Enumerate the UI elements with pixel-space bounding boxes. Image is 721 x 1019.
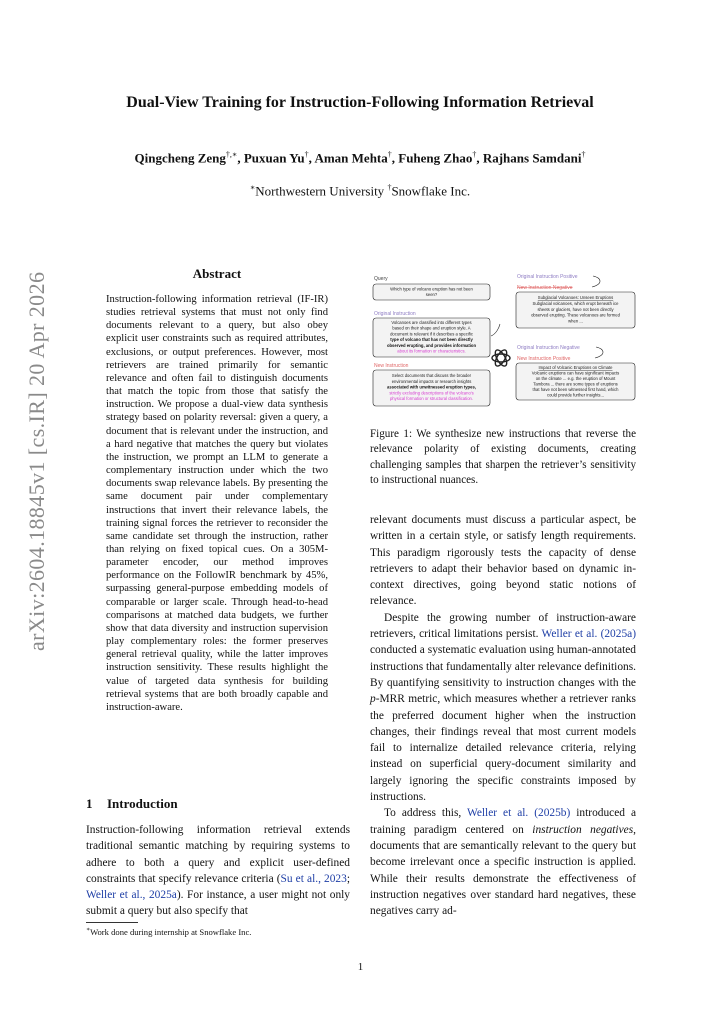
paragraph-text: To address this, xyxy=(384,807,467,820)
metric-symbol: p xyxy=(370,693,376,706)
original-positive-label: Original Instruction Positive xyxy=(517,274,578,280)
figure-text-line: Subglacial Volcanoes: Unseen Eruptions xyxy=(537,295,614,300)
citation-link[interactable]: Su et al., 2023 xyxy=(280,872,347,885)
new-positive-label: New Instruction Positive xyxy=(517,356,571,362)
emphasis-term: instruction negatives xyxy=(532,823,634,836)
figure-text-line: observed erupting, and provides information xyxy=(386,342,477,348)
figure-text-line: Which type of volcano eruption has not been xyxy=(390,286,473,292)
figure-text-line: associated with unwitnessed eruption types, xyxy=(387,384,476,390)
author-name: Puxuan Yu xyxy=(243,150,305,166)
author-list: Qingcheng Zeng†,∗, Puxuan Yu†, Aman Mehta†, Fuheng Zhao†, Rajhans Samdani† xyxy=(134,150,586,166)
paragraph-text: , documents that are semantically relevant to the query but become irrelevant once a specific instruction is applied. While their results demonstrate the effectiveness of instruction negatives over standard hard negatives, these negatives carry ad- xyxy=(370,823,637,918)
footnote xyxy=(86,926,350,937)
introduction-paragraph xyxy=(86,822,350,920)
author-name: Fuheng Zhao xyxy=(398,150,473,166)
paragraph-text: conducted a systematic evaluation using human-annotated instructions that fundamentally alter relevance definitions. By quantifying sensitivity to instruction changes with the xyxy=(370,644,636,689)
figure-text-line: environmental impacts or research insights xyxy=(391,378,472,384)
right-column-text xyxy=(370,512,636,919)
original-instruction-text xyxy=(387,320,477,354)
figure-text-line: could provide further insights... xyxy=(546,392,605,398)
affiliation-name: Snowflake Inc. xyxy=(391,183,471,199)
figure-text-line: Select documents that discuss the broader xyxy=(391,373,472,378)
intro-text: Instruction-following information retrieval extends traditional semantic matching by requiring systems to adhere to both a query and explicit user-defined constraints that specify relevance criteria ( xyxy=(86,824,350,885)
intro-text: ; xyxy=(346,872,350,885)
figure-text-line: document is relevant if it describes a specific xyxy=(390,331,473,337)
author-name: Aman Mehta xyxy=(314,150,388,166)
figure-text-line: seen? xyxy=(425,292,438,298)
figure-text-line: Volcanoes are classified into different types xyxy=(391,320,472,325)
author-name: Qingcheng Zeng xyxy=(134,150,226,166)
author-mark: †,∗ xyxy=(225,150,238,159)
new-negative-label: New Instruction Negative xyxy=(517,285,573,291)
author-mark: † xyxy=(472,150,477,159)
figure-text-line: that have not been witnessed first hand, which xyxy=(532,387,619,392)
author-mark: † xyxy=(304,150,309,159)
paragraph-text: introduced a training paradigm centered on xyxy=(370,807,636,836)
author-mark: † xyxy=(387,150,392,159)
affiliation-mark: ∗ xyxy=(249,183,256,192)
figure-text-line: Volcanic eruptions can have significant impacts xyxy=(531,370,620,376)
citation-link[interactable]: Weller et al., 2025a xyxy=(86,889,177,902)
figure-text-line: type of volcano that has not been directly xyxy=(390,337,473,343)
curved-arrow-icon xyxy=(595,347,603,358)
page-number: 1 xyxy=(357,961,364,973)
query-label: Query xyxy=(374,276,388,282)
arxiv-identifier[interactable]: arXiv:2604.18845v1 [cs.IR] 20 Apr 2026 xyxy=(24,271,49,651)
figure-text-line: Tambora ... there are some types of eruptions xyxy=(533,381,618,387)
curved-arrow-icon xyxy=(592,276,600,287)
citation-link[interactable]: Weller et al. (2025b) xyxy=(467,807,571,820)
figure-text-line: sheets or glaciers, have not been directly xyxy=(537,306,614,312)
paragraph xyxy=(370,610,636,806)
footnote-mark: ∗ xyxy=(86,927,91,933)
figure-text-line: Impact of Volcanic Eruptions on Climate xyxy=(538,365,613,370)
llm-logo-icon xyxy=(492,348,510,368)
figure-1-diagram xyxy=(370,268,642,426)
citation-link[interactable]: Weller et al. (2025a) xyxy=(541,628,636,641)
abstract-heading: Abstract xyxy=(192,266,242,281)
intro-text: ). For instance, a user might not only submit a query but also specify that xyxy=(86,889,351,918)
figure-text-line: physical formation or structural classification. xyxy=(389,396,474,402)
figure-text-line: Subglacial volcanoes, which erupt beneath ice xyxy=(532,300,619,306)
new-instruction-label: New Instruction xyxy=(374,363,409,369)
footnote-text: Work done during internship at Snowflake Inc. xyxy=(90,926,252,937)
section-heading-introduction xyxy=(86,796,178,812)
figure-text-line: observed erupting. These volcanoes are formed xyxy=(531,312,620,318)
figure-caption: Figure 1: We synthesize new instructions that reverse the relevance polarity of existing documents, creating challenging samples that sharpen the retriever’s sensitivity to instructional nuances. xyxy=(370,428,636,486)
paragraph-text: Despite the growing number of instruction-aware retrievers, critical limitations persist. xyxy=(370,611,636,641)
arrow-to-positive-icon xyxy=(491,324,500,336)
figure-text-line: based on their shape and eruption style. A xyxy=(392,325,471,331)
affiliations xyxy=(60,183,660,199)
figure-text-line: strictly excluding descriptions of the volcano's xyxy=(389,390,474,396)
paragraph: relevant documents must discuss a particular aspect, be written in a certain style, or satisfy length requirements. This paradigm rigorously tests the capacity of dense retrievers to adapt their behavior based on dynamic in-context directives, going beyond static notions of relevance. xyxy=(370,514,636,608)
new-instruction-text xyxy=(387,373,476,401)
footnote-rule xyxy=(86,922,138,923)
author-mark: † xyxy=(581,150,586,159)
affiliation-mark: † xyxy=(387,183,392,192)
paragraph xyxy=(370,805,636,919)
affiliation-name: Northwestern University xyxy=(255,183,385,199)
original-negative-label: Original Instruction Negative xyxy=(517,345,580,351)
section-title: Introduction xyxy=(107,796,178,811)
abstract-text: Instruction-following information retrieval (IF-IR) studies retrieval systems that must not only find documents relevant to a query, but also obey explicit user constraints such as required attributes, exclusions, or output preferences. However, most retrievers are trained primarily for semantic relevance and often fail to distinguish documents that match the topic from those that satisfy the instruction. We propose a dual-view data synthesis strategy based on polarity reversal: given a query, a document that is relevant under the instruction, and a hard negative that matches the query but violates the instruction, we prompt an LLM to generate a complementary instruction under which the two documents swap relevance labels. By presenting the same document pair under complementary instructions that invert their relevance labels, the training signal forces the retriever to reconsider the same candidate set through the instruction, rather than relying on fixed topical cues. On a 305M-parameter encoder, our method improves performance on the FollowIR benchmark by 45%, surpassing general-purpose embedding models of comparable or larger scale. Through head-to-head comparisons at matched data budgets, we further show that data diversity and instruction supervision play complementary roles: the former preserves general retrieval quality, while the latter improves instruction sensitivity. These results highlight the value of targeted data synthesis for building retrieval systems that are both broadly capable and instruction-aware. xyxy=(106,294,328,713)
paragraph-text: -MRR metric, which measures whether a retriever ranks the preferred document higher when the instruction changes, their findings reveal that most current models fail to internalize detailed relevance criteria, relying instead on superficial query-document similarity and largely ignoring the specific constraints imposed by instructions. xyxy=(370,693,636,804)
figure-text-line: on the climate ... e.g. the eruption of Mount xyxy=(535,376,616,381)
section-number: 1 xyxy=(86,796,93,811)
figure-text-line: about its formation or characteristics. xyxy=(397,348,466,354)
original-instruction-label: Original Instruction xyxy=(374,311,416,317)
author-name: Rajhans Samdani xyxy=(482,150,582,166)
paper-title: Dual-View Training for Instruction-Following Information Retrieval xyxy=(126,94,594,111)
figure-text-line: when ... xyxy=(568,318,583,324)
